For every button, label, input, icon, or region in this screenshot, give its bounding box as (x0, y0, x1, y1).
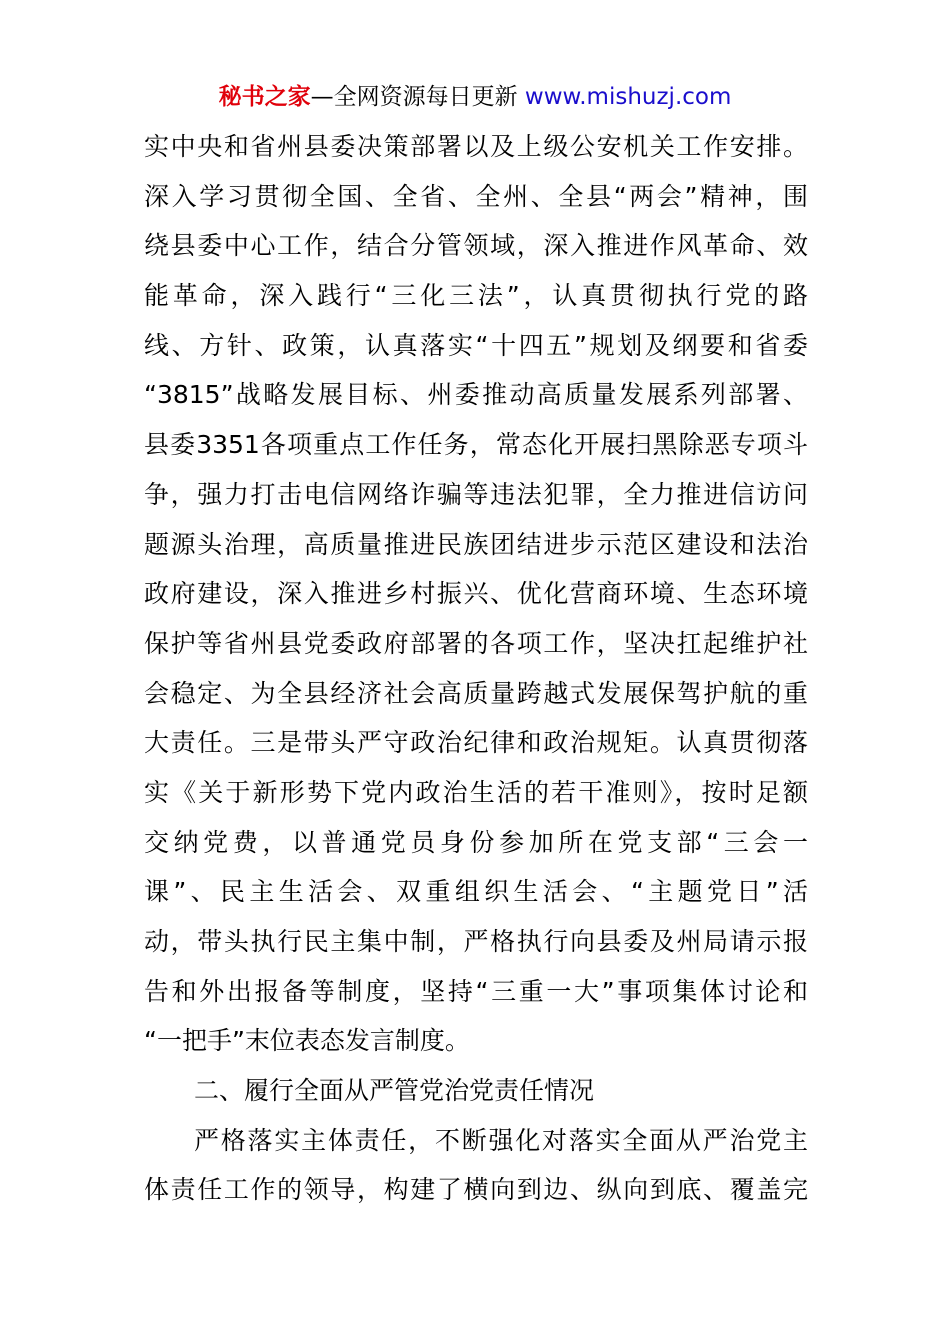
text-line: 动，带头执行民主集中制，严格执行向县委及州局请示报 (144, 927, 808, 956)
brand-name: 秘书之家 (218, 84, 311, 110)
text-line: “3815”战略发展目标、州委推动高质量发展系列部署、 (144, 380, 808, 410)
paragraph-start-line: 严格落实主体责任，不断强化对落实全面从严治党主 (194, 1125, 808, 1155)
site-header (0, 80, 950, 114)
text-line: 题源头治理，高质量推进民族团结进步示范区建设和法治 (144, 529, 808, 559)
text-line: 交纳党费，以普通党员身份参加所在党支部“三会一 (144, 827, 808, 857)
text-line: 争，强力打击电信网络诈骗等违法犯罪，全力推进信访问 (144, 479, 808, 509)
text-line: 告和外出报备等制度，坚持“三重一大”事项集体讨论和 (144, 976, 808, 1006)
text-line: 会稳定、为全县经济社会高质量跨越式发展保驾护航的重 (144, 678, 808, 708)
site-url-link[interactable]: www.mishuzj.com (524, 84, 732, 110)
text-line: 课”、民主生活会、双重组织生活会、“主题党日”活 (144, 877, 808, 907)
text-line: 实中央和省州县委决策部署以及上级公安机关工作安排。 (144, 132, 808, 161)
text-line: 政府建设，深入推进乡村振兴、优化营商环境、生态环境 (144, 579, 808, 609)
text-line: 线、方针、政策，认真落实“十四五”规划及纲要和省委 (144, 330, 808, 360)
text-line: 深入学习贯彻全国、全省、全州、全县“两会”精神，围 (144, 181, 808, 211)
text-line: 实《关于新形势下党内政治生活的若干准则》，按时足额 (144, 777, 808, 807)
section-heading: 二、履行全面从严管党治党责任情况 (194, 1076, 595, 1106)
text-line: 绕县委中心工作，结合分管领域，深入推进作风革命、效 (144, 231, 808, 261)
text-line: 能革命，深入践行“三化三法”，认真贯彻执行党的路 (144, 281, 808, 311)
text-line: 大责任。三是带头严守政治纪律和政治规矩。认真贯彻落 (144, 728, 808, 758)
text-line: 体责任工作的领导，构建了横向到边、纵向到底、覆盖完 (144, 1175, 808, 1205)
header-tagline: —全网资源每日更新 (310, 84, 525, 110)
document-body (144, 122, 808, 1215)
paragraph-end-line: “一把手”末位表态发言制度。 (144, 1026, 470, 1056)
text-line: 保护等省州县党委政府部署的各项工作，坚决扛起维护社 (144, 628, 808, 658)
text-line: 县委3351各项重点工作任务，常态化开展扫黑除恶专项斗 (144, 430, 808, 460)
